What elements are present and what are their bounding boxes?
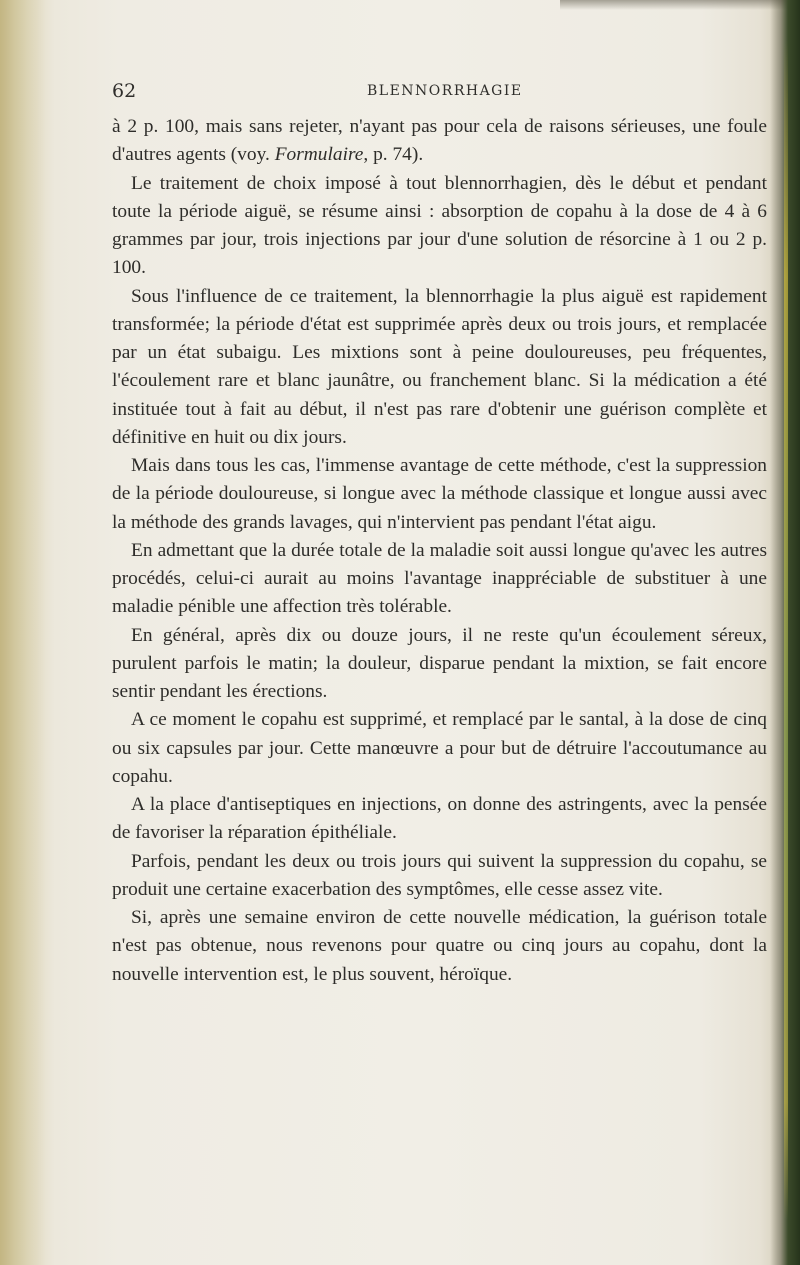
paragraph: Le traitement de choix imposé à tout blennorrhagien, dès le début et pendant toute la période aiguë, se résume ainsi : absorption de copahu à la dose de 4 à 6 grammes par jour, trois injections par jour d'une solution de résorcine à 1 ou 2 p. 100. — [112, 172, 767, 279]
body-text — [112, 113, 767, 989]
page-top-shadow — [560, 0, 800, 10]
paragraph-text: , p. 74). — [363, 144, 424, 166]
paragraph: En admettant que la durée totale de la maladie soit aussi longue qu'avec les autres procédés, celui-ci aurait au moins l'avantage inappréciable de substituer à une maladie pénible une affection très tolérable. — [112, 539, 767, 618]
binding-edge-highlight — [784, 40, 788, 1220]
paragraph-continuation — [112, 113, 767, 170]
paragraph: Si, après une semaine environ de cette nouvelle médication, la guérison totale n'est pas obtenue, nous revenons pour quatre ou cinq jours au copahu, dont la nouvelle intervention est, le plus souvent, héroïque. — [112, 907, 767, 985]
paragraph: A la place d'antiseptiques en injections, on donne des astringents, avec la pensée de favoriser la réparation épithéliale. — [112, 794, 767, 844]
running-title: BLENNORRHAGIE — [367, 83, 523, 99]
paragraph: En général, après dix ou douze jours, il ne reste qu'un écoulement séreux, purulent parfois le matin; la douleur, disparue pendant la mixtion, se fait encore sentir pendant les érections. — [112, 624, 767, 702]
page-left-edge-shadow — [0, 0, 46, 1265]
paragraph: Parfois, pendant les deux ou trois jours qui suivent la suppression du copahu, se produit une certaine exacerbation des symptômes, elle cesse assez vite. — [112, 850, 767, 900]
paragraph-text: à 2 p. 100, mais sans rejeter, n'ayant pas pour cela de raisons sérieuses, une foule d'autres agents (voy. — [112, 116, 767, 166]
paragraph: Sous l'influence de ce traitement, la blennorrhagie la plus aiguë est rapidement transformée; la période d'état est supprimée après deux ou trois jours, et remplacée par un état subaigu. Les mixtions sont à peine douloureuses, peu fréquentes, l'écoulement rare et blanc jaunâtre, ou franchement blanc. Si la médication a été instituée tout à fait au début, il n'est pas rare d'obtenir une guérison complète et définitive en huit ou dix jours. — [112, 285, 767, 448]
paragraph: A ce moment le copahu est supprimé, et remplacé par le santal, à la dose de cinq ou six capsules par jour. Cette manœuvre a pour but de détruire l'accoutumance au copahu. — [112, 709, 767, 787]
paragraph: Mais dans tous les cas, l'immense avantage de cette méthode, c'est la suppression de la période douloureuse, si longue avec la méthode classique et longue aussi avec la méthode des grands lavages, qui n'intervient pas pendant l'état aigu. — [112, 455, 767, 533]
page-header — [112, 80, 772, 104]
formulaire-reference: Formulaire — [274, 144, 364, 166]
page-number: 62 — [112, 80, 137, 102]
